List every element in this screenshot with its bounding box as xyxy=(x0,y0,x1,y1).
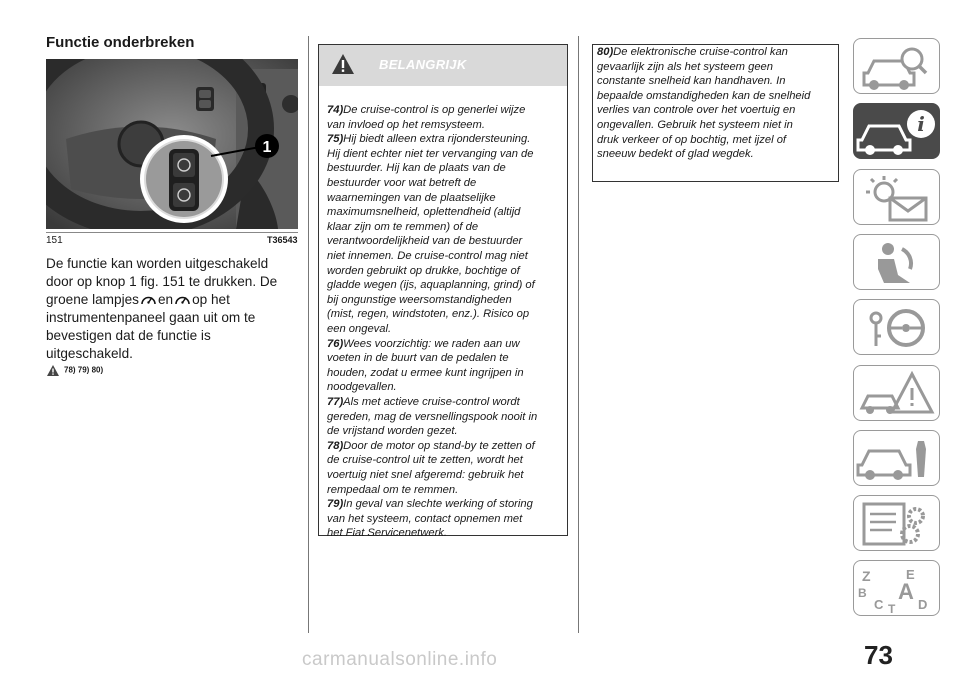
warning-text: bepaalde omstandigheden kan de snelheid xyxy=(597,89,811,102)
warning-text: Door de motor op stand-by te zetten of xyxy=(343,439,535,452)
warning-line xyxy=(327,453,523,468)
warning-text: ongevallen. Gebruik het systeem niet in xyxy=(597,119,793,131)
warning-line xyxy=(327,307,529,322)
warning-line xyxy=(597,118,793,133)
warning-text: verlies van controle over het voertuig en xyxy=(597,104,796,117)
warning-triangle-icon xyxy=(46,364,60,377)
svg-text:T: T xyxy=(888,602,896,617)
figure-number: 151 xyxy=(46,235,63,246)
reference-list: 78) 79) 80) xyxy=(64,365,104,375)
body-text: en xyxy=(157,292,174,307)
warning-number: 75) xyxy=(327,133,344,146)
cruise-control-lamp-icon xyxy=(174,293,191,306)
warning-text: bestuurder voor wat betreft de xyxy=(327,177,477,189)
chapter-tab[interactable] xyxy=(853,365,940,421)
warning-line xyxy=(327,497,533,512)
figure-caption-rule xyxy=(46,232,298,233)
warning-line xyxy=(327,161,506,176)
svg-text:D: D xyxy=(918,597,928,613)
warning-text: het Fiat Servicenetwerk. xyxy=(327,527,448,540)
warning-line xyxy=(327,337,520,352)
chapter-tab[interactable] xyxy=(853,560,940,616)
warning-text: voeten in de buurt van de pedalen te xyxy=(327,352,509,365)
warning-line xyxy=(327,132,530,147)
body-text: op het xyxy=(192,292,230,307)
warning-line xyxy=(597,133,786,148)
warning-line xyxy=(327,293,512,308)
key-steering-wheel-icon xyxy=(854,300,941,356)
warning-line xyxy=(327,103,525,118)
warning-box-header xyxy=(319,45,567,86)
warning-line xyxy=(597,74,785,89)
warning-line xyxy=(327,424,458,439)
important-warning-box xyxy=(318,44,568,540)
watermark: carmanualsonline.info xyxy=(302,649,498,670)
warning-text: Wees voorzichtig: we raden aan uw xyxy=(343,337,520,350)
chapter-tab[interactable] xyxy=(853,234,940,290)
steering-wheel-figure xyxy=(46,59,298,229)
chapter-tab[interactable] xyxy=(853,38,940,94)
warning-text: maximumsnelheid, oplettendheid (altijd xyxy=(327,206,521,219)
warning-text: De cruise-control is op generlei wijze xyxy=(343,104,526,116)
warning-triangle-icon xyxy=(331,53,355,75)
warning-line xyxy=(327,366,524,381)
warning-text: een ongeval. xyxy=(327,323,392,335)
svg-text:Z: Z xyxy=(862,568,871,585)
figure-callout: 1 xyxy=(262,139,272,156)
warning-line xyxy=(327,176,476,191)
column-divider xyxy=(578,36,579,633)
svg-text:A: A xyxy=(898,579,914,605)
body-line: instrumentenpaneel gaan uit om te xyxy=(46,310,256,325)
warning-text: bestuurder. Hij kan de plaats van de xyxy=(327,162,506,175)
warning-number: 78) xyxy=(327,439,344,452)
warning-line xyxy=(327,512,522,527)
warning-text: noodgevallen. xyxy=(327,381,397,394)
body-line xyxy=(46,291,302,309)
spec-sheet-gears-icon xyxy=(854,496,941,552)
warning-line xyxy=(327,220,478,235)
warning-text: waarnemingen van de plaatselijke xyxy=(327,191,496,204)
chapter-tab[interactable] xyxy=(853,169,940,225)
chapter-tab[interactable] xyxy=(853,299,940,355)
warning-text: van het systeem, contact opnemen met xyxy=(327,512,523,525)
warning-line xyxy=(597,89,810,104)
warning-text: sneeuw bedekt of glad wegdek. xyxy=(597,148,754,161)
warning-line xyxy=(327,410,537,425)
warning-text: van invloed op het remsysteem. xyxy=(327,118,485,131)
warning-line xyxy=(597,147,754,162)
warning-line xyxy=(597,45,788,60)
warning-text: In geval van slechte werking of storing xyxy=(343,498,533,511)
warning-line xyxy=(327,380,397,395)
warning-text: verantwoordelijkheid van de bestuurder xyxy=(327,235,523,248)
svg-text:i: i xyxy=(917,112,925,137)
car-wrench-icon xyxy=(854,431,941,487)
warning-line xyxy=(327,234,522,249)
warning-line xyxy=(327,278,535,293)
body-line: door op knop 1 fig. 151 te drukken. De xyxy=(46,274,278,289)
warning-text: druk verkeer of op bochtig, met ijzel of xyxy=(597,133,787,146)
warning-line xyxy=(327,395,520,410)
warning-number: 74) xyxy=(327,104,344,116)
warning-line xyxy=(327,351,509,366)
warning-text: voertuig niet snel afgeremd: gebruik het xyxy=(327,469,524,481)
cruise-control-lamp-icon xyxy=(140,293,157,306)
warning-text: gereden, mag de versnellingspook nooit in xyxy=(327,410,538,423)
warning-line xyxy=(327,118,485,133)
road-hazard-icon xyxy=(854,366,941,422)
airbag-seat-icon xyxy=(854,235,941,291)
warning-text: Als met actieve cruise-control wordt xyxy=(343,396,520,408)
warning-text: constante snelheid kan handhaven. In xyxy=(597,75,786,88)
page-number: 73 xyxy=(864,640,893,670)
warning-number: 77) xyxy=(327,396,344,408)
warning-text: klaar zijn om te remmen) of de xyxy=(327,220,479,233)
continued-warning-box xyxy=(592,44,839,182)
warning-line xyxy=(327,147,533,162)
car-info-icon xyxy=(854,104,941,160)
warning-number: 80) xyxy=(597,46,614,58)
chapter-tab[interactable] xyxy=(853,430,940,486)
warning-text: worden gebruikt op drukke, bochtige of xyxy=(327,264,520,277)
warning-line xyxy=(327,205,520,220)
warning-line xyxy=(327,439,535,454)
body-line: bevestigen dat de functie is xyxy=(46,328,211,343)
svg-text:B: B xyxy=(858,586,867,601)
warning-line xyxy=(327,526,447,541)
warning-text: gladde wegen (ijs, aquaplanning, grind) of xyxy=(327,279,535,292)
warning-text: de cruise-control uit te zetten, wordt het xyxy=(327,454,523,467)
warning-line xyxy=(597,60,773,75)
section-title: Functie onderbreken xyxy=(46,34,195,51)
warning-line xyxy=(597,103,795,118)
column-divider xyxy=(308,36,309,633)
steering-wheel-photo xyxy=(46,59,298,229)
warning-number: 76) xyxy=(327,337,344,350)
warning-line xyxy=(327,249,528,264)
warning-text: gevaarlijk zijn als het systeem geen xyxy=(597,60,773,73)
warning-text: Hij biedt alleen extra rijondersteuning. xyxy=(343,133,531,146)
chapter-tab[interactable] xyxy=(853,495,940,551)
warning-text: niet innemen. De cruise-control mag niet xyxy=(327,250,528,262)
warning-text: rempedaal om te remmen. xyxy=(327,483,459,496)
warning-text: Hij dient echter niet ter vervanging van de xyxy=(327,147,534,160)
warning-line xyxy=(327,191,496,206)
warning-box-title: BELANGRIJK xyxy=(379,57,467,72)
car-search-icon xyxy=(854,39,941,95)
warning-text: De elektronische cruise-control kan xyxy=(613,46,788,58)
warning-text: bij ongunstige weersomstandigheden xyxy=(327,293,512,306)
chapter-tab[interactable] xyxy=(853,103,940,159)
alphabetical-index-icon xyxy=(854,561,941,617)
body-line: De functie kan worden uitgeschakeld xyxy=(46,256,269,271)
warning-number: 79) xyxy=(327,498,344,511)
warning-line xyxy=(327,322,391,337)
warning-line xyxy=(327,264,520,279)
svg-text:C: C xyxy=(874,597,884,613)
body-line: uitgeschakeld. xyxy=(46,346,133,361)
warning-text: houden, zodat u ermee kunt ingrijpen in xyxy=(327,366,524,379)
warning-line xyxy=(327,468,524,483)
warning-line xyxy=(327,483,458,498)
figure-code: T36543 xyxy=(267,235,298,245)
warning-light-message-icon xyxy=(854,170,941,226)
svg-text:E: E xyxy=(906,567,915,583)
warning-text: (mist, regen, windstoten, enz.). Risico op xyxy=(327,308,530,321)
warning-text: de vrijstand worden gezet. xyxy=(327,425,458,438)
body-text: groene lampjes xyxy=(46,292,139,307)
warning-references xyxy=(46,364,103,377)
